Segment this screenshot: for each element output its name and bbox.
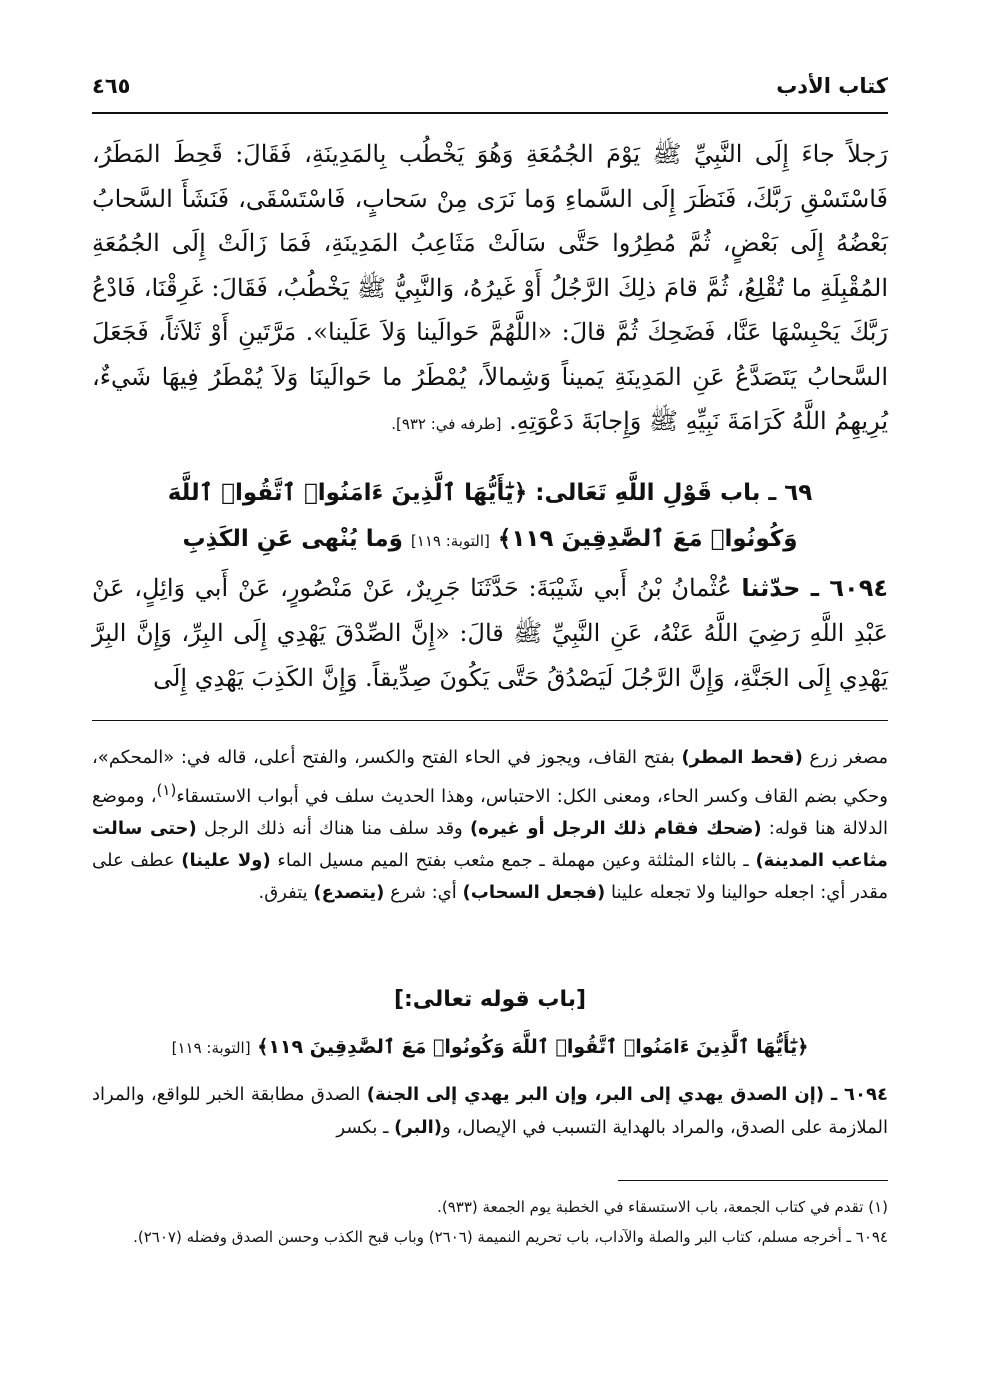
footnote-1: (١) تقدم في كتاب الجمعة، باب الاستسقاء في الخطبة يوم الجمعة (٩٣٣).: [437, 1198, 888, 1216]
chapter-verse-end: وَكُونُوا۟ مَعَ ٱلصَّٰدِقِينَ ١١٩﴾: [497, 526, 798, 552]
commentary-keyword: (قحط المطر): [681, 747, 803, 768]
commentary-text: ـ بالثاء المثلثة وعين مهملة ـ جمع مثعب بفتح الميم مسيل الماء: [277, 850, 749, 871]
commentary-text: وقد سلف منا هناك أنه ذلك الرجل: [203, 818, 463, 839]
running-title: كتاب الأدب: [776, 74, 888, 98]
commentary-paragraph-1: [92, 742, 888, 909]
commentary-keyword: (ضحك فقام ذلك الرجل أو غيره): [469, 818, 762, 839]
chapter-heading-line-2: [92, 516, 888, 564]
footnotes: [92, 1192, 888, 1252]
hadith-continuation: [92, 132, 888, 447]
hadith-continuation-paragraph: [92, 132, 888, 447]
hadith-6094: [92, 566, 888, 701]
footnote-divider: [618, 1180, 888, 1181]
commentary-text: عطف على مقدر أي: اجعله حوالينا ولا تجعله علينا: [92, 850, 888, 903]
commentary-keyword: (البر): [394, 1117, 443, 1138]
commentary-text: أي: شرع: [390, 882, 457, 903]
footnote-2: ٦٠٩٤ ـ أخرجه مسلم، كتاب البر والصلة والآداب، باب تحريم النميمة (٢٦٠٦) وباب قبح الكذب وحسن الصدق وفضله (٢٦٠٧).: [133, 1228, 888, 1246]
hadith-continuation-text: رَجلاً جاءَ إِلَى النَّبِيِّ ﷺ يَوْمَ الجُمُعَةِ وَهُوَ يَخْطُب بِالمَدِينَةِ، فَقَالَ: قَحِطَ المَطَرُ، فَاسْتَسْقِ رَبَّكَ، فَنَظَرَ إِلَى السَّماءِ وَما نَرَى مِنْ سَحابٍ، فَاسْتَسْقَى، فَنَشَأَ السَّحابُ بَعْضُهُ إِلَى بَعْضٍ، ثُمَّ مُطِرُوا حَتَّى سَالَتْ مَثَاعِبُ المَدِينَةِ، فَمَا زَالَتْ إِلَى الجُمُعَةِ المُقْبِلَةِ ما تُقْلِعُ، ثُمَّ قامَ ذلِكَ الرَّجُلُ أَوْ غَيرُهُ، وَالنَّبِيُّ ﷺ يَخْطُبُ، فَقَالَ: غَرِقْنَا، فَادْعُ رَبَّكَ يَحْبِسْهَا عَنَّا، فَضَحِكَ ثُمَّ قالَ: «اللَّهُمَّ حَوالَينا وَلاَ عَلَينا». مَرَّتَينِ أَوْ ثَلاَثاً، فَجَعَلَ السَّحابُ يَتَصَدَّعُ عَنِ المَدِينَةِ يَميناً وَشِمالاً، يُمْطَرُ ما حَوالَينَا وَلاَ يُمْطَرُ فِيهَا شَيءٌ، يُرِيهِمُ اللَّهُ كَرَامَةَ نَبِيِّهِ ﷺ وَإِجابَةَ دَعْوَتِهِ.: [92, 140, 888, 435]
commentary-text: مصغر زرع: [809, 747, 888, 768]
commentary-divider: [92, 720, 888, 721]
commentary-keyword: ٦٠٩٤ ـ (إن الصدق يهدي إلى البر، وإن البر يهدي إلى الجنة): [366, 1084, 888, 1105]
commentary-text: ـ بكسر: [336, 1117, 389, 1138]
commentary-paragraph-2: [92, 1078, 888, 1144]
commentary-keyword: (يتصدع): [313, 882, 385, 903]
commentary-text: ، وموضع الدلالة هنا قوله:: [92, 786, 888, 839]
footnote-marker: (١): [156, 781, 177, 799]
commentary-text: بفتح القاف، ويجوز في الحاء الفتح والكسر، والفتح أعلى، قاله في: «المحكم»، وحكي بضم القاف وكسر الحاء، ومعنى الكل: الاحتباس، وهذا الحديث سلف في أبواب الاستسقاء: [92, 747, 888, 807]
chapter-title-tail: وَما يُنْهى عَنِ الكَذِبِ: [182, 526, 403, 552]
header-divider: [92, 112, 888, 114]
commentary-text: الصدق مطابقة الخبر للواقع، والمراد الملازمة على الصدق، والمراد بالهداية التسبب في الإيصال، و: [92, 1084, 888, 1138]
page-number: ٤٦٥: [92, 74, 131, 98]
commentary-keyword: (ولا علينا): [181, 850, 271, 871]
hadith-text: عُثْمانُ بْنُ أَبي شَيْبَةَ: حَدَّثَنَا جَرِيرٌ، عَنْ مَنْصُورٍ، عَنْ أَبي وَائِلٍ، عَنْ عَبْدِ اللَّهِ رَضِيَ اللَّهُ عَنْهُ، عَنِ النَّبِيِّ ﷺ قالَ: «إِنَّ الصِّدْقَ يَهْدِي إِلَى البِرِّ، وَإِنَّ البِرَّ يَهْدِي إِلَى الجَنَّةِ، وَإِنَّ الرَّجُلَ لَيَصْدُقُ حَتَّى يَكُونَ صِدِّيقاً. وَإِنَّ الكَذِبَ يَهْدِي إِلَى: [92, 574, 888, 692]
chapter-heading: [92, 470, 888, 564]
chapter-verse-reference: [التوبة: ١١٩]: [410, 532, 490, 550]
commentary-keyword: (فجعل السحاب): [462, 882, 606, 903]
commentary-keyword: (حتى سالت مثاعب المدينة): [92, 818, 888, 871]
hadith-number: ٦٠٩٤ ـ حدّثنا: [741, 574, 888, 602]
commentary-text: يتفرق.: [258, 882, 308, 903]
chapter-heading-line-1: ٦٩ ـ باب قَوْلِ اللَّهِ تَعَالى: ﴿يَٰٓأَيُّهَا ٱلَّذِينَ ءَامَنُوا۟ ٱتَّقُوا۟ ٱللَّهَ: [167, 480, 813, 506]
verse-reference: [التوبة: ١١٩]: [171, 1039, 251, 1057]
commentary-chapter-heading: [باب قوله تعالى:]: [393, 987, 587, 1012]
cross-reference: [طرفه في: ٩٣٢].: [391, 415, 502, 433]
commentary-chapter-verse: [92, 1030, 888, 1065]
verse-text: ﴿يَٰٓأَيُّهَا ٱلَّذِينَ ءَامَنُوا۟ ٱتَّقُوا۟ ٱللَّهَ وَكُونُوا۟ مَعَ ٱلصَّٰدِقِينَ ١١٩﴾: [257, 1036, 809, 1058]
